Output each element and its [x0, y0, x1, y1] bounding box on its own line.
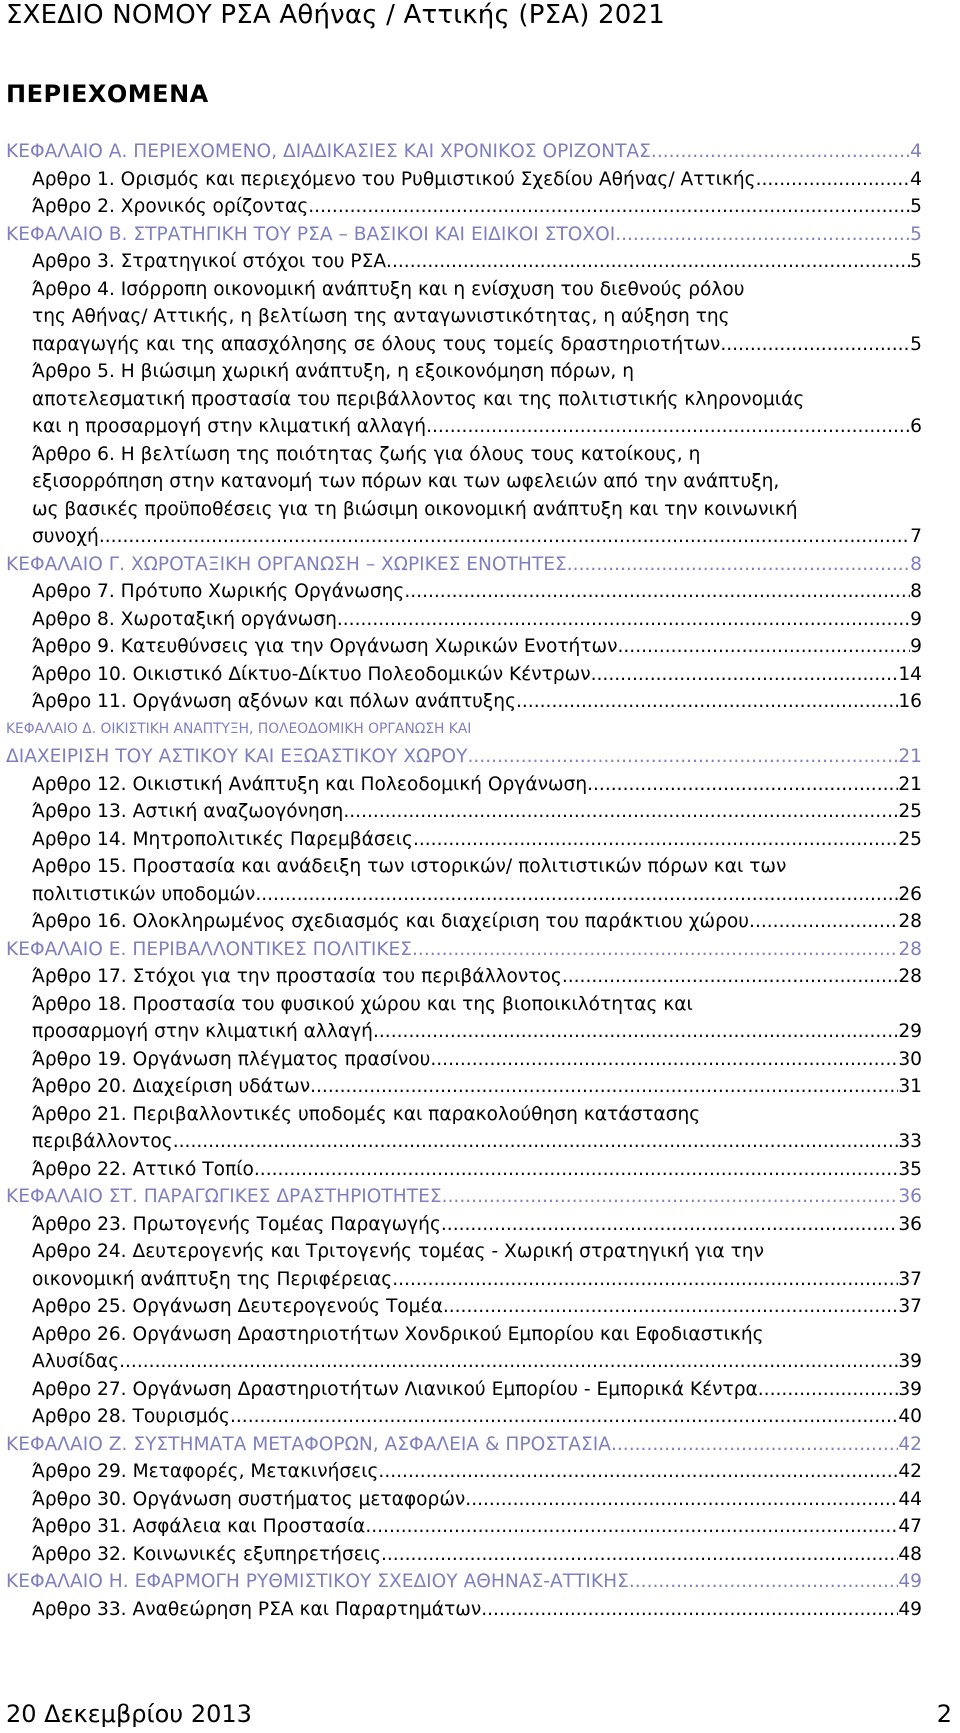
- toc-article-entry[interactable]: [6, 606, 922, 634]
- toc-article-entry[interactable]: [6, 1513, 922, 1541]
- toc-entry-row: [32, 1266, 922, 1294]
- toc-page-number: 5: [910, 223, 922, 245]
- toc-article-entry[interactable]: [6, 908, 922, 936]
- toc-entry-line: αποτελεσματική προστασία του περιβάλλοντος και της πολιτιστικής κληρονομιάς: [32, 388, 805, 410]
- toc-page-number: 21: [898, 746, 922, 767]
- toc-entry-row: [6, 1431, 922, 1459]
- toc-entry-line: Αρθρο 24. Δευτερογενής και Τριτογενής τομέας - Χωρική στρατηγική για την: [32, 1241, 764, 1262]
- toc-dot-leader: [441, 1211, 898, 1239]
- toc-entry-title: ΚΕΦΑΛΑΙΟ ΣΤ. ΠΑΡΑΓΩΓΙΚΕΣ ΔΡΑΣΤΗΡΙΟΤΗΤΕΣ: [6, 1186, 442, 1207]
- toc-dot-leader: [481, 1596, 898, 1624]
- toc-entry-title: Αρθρο 3. Στρατηγικοί στόχοι του ΡΣΑ: [32, 251, 387, 272]
- toc-page-number: 16: [898, 691, 922, 712]
- toc-page-number: 14: [898, 663, 922, 685]
- toc-article-entry[interactable]: [6, 661, 922, 689]
- toc-dot-leader: [465, 1486, 898, 1514]
- toc-chapter-entry[interactable]: [6, 1183, 922, 1211]
- toc-entry-title: οικονομική ανάπτυξη της Περιφέρειας: [32, 1268, 393, 1290]
- toc-entry-row: [32, 578, 922, 606]
- toc-entry-row: [32, 331, 922, 359]
- toc-page-number: 36: [898, 1213, 922, 1235]
- toc-entry-row: [32, 248, 922, 276]
- toc-entry-title: Άρθρο 30. Οργάνωση συστήματος μεταφορών: [32, 1488, 466, 1510]
- toc-article-entry[interactable]: [6, 1101, 922, 1156]
- toc-entry-row: [32, 963, 922, 991]
- toc-article-entry[interactable]: [6, 963, 922, 991]
- toc-entry-row: [32, 1156, 922, 1184]
- toc-chapter-entry[interactable]: [6, 936, 922, 964]
- toc-article-entry[interactable]: [6, 1541, 922, 1569]
- toc-dot-leader: [173, 1128, 899, 1156]
- toc-page-number: 39: [898, 1351, 922, 1372]
- toc-entry-row: [32, 1486, 922, 1514]
- toc-entry-title: Άρθρο 11. Οργάνωση αξόνων και πόλων ανάπτυξης: [32, 691, 516, 712]
- toc-entry-line: Αρθρο 15. Προστασία και ανάδειξη των ιστορικών/ πολιτιστικών πόρων και των: [32, 856, 787, 877]
- toc-article-entry[interactable]: [6, 441, 922, 551]
- toc-dot-leader: [343, 798, 898, 826]
- toc-dot-leader: [442, 1183, 899, 1211]
- toc-dot-leader: [749, 908, 898, 936]
- toc-article-entry[interactable]: [6, 1073, 922, 1101]
- toc-entry-row: [32, 633, 922, 661]
- toc-page-number: 8: [910, 581, 922, 602]
- toc-page-number: 31: [898, 1076, 922, 1097]
- toc-dot-leader: [430, 1046, 898, 1074]
- toc-dot-leader: [365, 1513, 898, 1541]
- toc-entry-line: ως βασικές προϋποθέσεις για τη βιώσιμη οικονομική ανάπτυξη και την κοινωνική: [32, 498, 798, 520]
- toc-article-entry[interactable]: [6, 166, 922, 194]
- toc-entry-title: Άρθρο 23. Πρωτογενής Τομέας Παραγωγής: [32, 1213, 441, 1235]
- toc-dot-leader: [230, 1403, 898, 1431]
- toc-entry-line: της Αθήνας/ Αττικής, η βελτίωση της ανταγωνιστικότητας, η αύξηση της: [32, 306, 730, 327]
- toc-dot-leader: [443, 1293, 899, 1321]
- toc-page-number: 6: [910, 416, 922, 437]
- toc-dot-leader: [392, 1266, 898, 1294]
- toc-page-number: 21: [898, 773, 922, 795]
- toc-dot-leader: [337, 606, 910, 634]
- toc-dot-leader: [378, 1458, 898, 1486]
- toc-chapter-entry[interactable]: [6, 1568, 922, 1596]
- toc-entry-row: [32, 826, 922, 854]
- toc-entry-title: ΚΕΦΑΛΑΙΟ Α. ΠΕΡΙΕΧΟΜΕΝΟ, ΔΙΑΔΙΚΑΣΙΕΣ ΚΑΙ ΧΡΟΝΙΚΟΣ ΟΡΙΖΟΝΤΑΣ: [6, 141, 651, 162]
- toc-entry-title: Αρθρο 8. Χωροταξική οργάνωση: [32, 608, 337, 630]
- toc-entry-row: [32, 1348, 922, 1376]
- toc-dot-leader: [617, 633, 910, 661]
- toc-page-number: 25: [898, 828, 922, 850]
- toc-dot-leader: [758, 1376, 899, 1404]
- toc-dot-leader: [255, 881, 898, 909]
- toc-entry-title: Άρθρο 17. Στόχοι για την προστασία του περιβάλλοντος: [32, 966, 562, 987]
- toc-page-number: 37: [898, 1268, 922, 1290]
- toc-article-entry[interactable]: [6, 578, 922, 606]
- toc-entry-title: Άρθρο 10. Οικιστικό Δίκτυο-Δίκτυο Πολεοδομικών Κέντρων: [32, 663, 591, 685]
- toc-dot-leader: [254, 1156, 898, 1184]
- toc-entry-row: [32, 908, 922, 936]
- toc-dot-leader: [404, 578, 910, 606]
- toc-article-entry[interactable]: [6, 688, 922, 716]
- toc-page-number: 5: [910, 251, 922, 272]
- toc-page-number: 30: [898, 1048, 922, 1070]
- toc-entry-row: [32, 771, 922, 799]
- toc-entry-title: Άρθρο 31. Ασφάλεια και Προστασία: [32, 1516, 366, 1537]
- toc-dot-leader: [567, 551, 910, 579]
- toc-heading: ΠΕΡΙΕΧΟΜΕΝΑ: [6, 80, 209, 108]
- toc-page-number: 28: [898, 966, 922, 987]
- toc-page-number: 37: [898, 1296, 922, 1317]
- toc-entry-row: [32, 606, 922, 634]
- toc-article-entry[interactable]: [6, 358, 922, 441]
- toc-dot-leader: [629, 1568, 898, 1596]
- toc-dot-leader: [432, 413, 910, 441]
- toc-article-entry[interactable]: [6, 1211, 922, 1239]
- toc-article-entry[interactable]: [6, 1596, 922, 1624]
- toc-entry-row: [32, 1541, 922, 1569]
- toc-page-number: 48: [898, 1543, 922, 1565]
- toc-entry-title: ΚΕΦΑΛΑΙΟ Ε. ΠΕΡΙΒΑΛΛΟΝΤΙΚΕΣ ΠΟΛΙΤΙΚΕΣ: [6, 938, 413, 960]
- toc-entry-title: Αρθρο 1. Ορισμός και περιεχόμενο του Ρυθμιστικού Σχεδίου Αθήνας/ Αττικής: [32, 168, 756, 190]
- toc-page-number: 8: [910, 553, 922, 575]
- toc-entry-title: Αρθρο 12. Οικιστική Ανάπτυξη και Πολεοδομική Οργάνωση: [32, 773, 588, 795]
- toc-entry-title: Αρθρο 25. Οργάνωση Δευτερογενούς Τομέα: [32, 1296, 443, 1317]
- toc-entry-line: Άρθρο 6. Η βελτίωση της ποιότητας ζωής για όλους τους κατοίκους, η: [32, 443, 701, 465]
- footer-page-number: 2: [936, 1700, 952, 1728]
- toc-page-number: 4: [910, 168, 922, 190]
- toc-article-entry[interactable]: [6, 826, 922, 854]
- toc-page-number: 9: [910, 636, 922, 657]
- toc-article-entry[interactable]: [6, 991, 922, 1046]
- toc-dot-leader: [615, 221, 910, 249]
- toc-page-number: 49: [898, 1571, 922, 1592]
- toc-entry-row: [32, 1376, 922, 1404]
- toc-page-number: 28: [898, 911, 922, 932]
- toc-article-entry[interactable]: [6, 633, 922, 661]
- toc-entry-row: [6, 1568, 922, 1596]
- footer-date: 20 Δεκεμβρίου 2013: [6, 1700, 252, 1728]
- toc-entry-title: Άρθρο 9. Κατευθύνσεις για την Οργάνωση Χωρικών Ενοτήτων: [32, 636, 618, 657]
- toc-entry-row: [32, 413, 922, 441]
- toc-entry-row: [6, 551, 922, 579]
- toc-page-number: 36: [898, 1186, 922, 1207]
- toc-article-entry[interactable]: [6, 1403, 922, 1431]
- toc-entry-row: [32, 166, 922, 194]
- toc-dot-leader: [516, 688, 898, 716]
- toc-entry-row: [32, 1211, 922, 1239]
- toc-article-entry[interactable]: [6, 1238, 922, 1293]
- toc-entry-title: ΚΕΦΑΛΑΙΟ Β. ΣΤΡΑΤΗΓΙΚΗ ΤΟΥ ΡΣΑ – ΒΑΣΙΚΟΙ ΚΑΙ ΕΙΔΙΚΟΙ ΣΤΟΧΟΙ: [6, 223, 616, 245]
- toc-dot-leader: [756, 166, 911, 194]
- toc-article-entry[interactable]: [6, 798, 922, 826]
- toc-entry-row: [32, 881, 922, 909]
- toc-dot-leader: [119, 1348, 898, 1376]
- toc-page-number: 40: [898, 1406, 922, 1427]
- toc-dot-leader: [381, 1541, 898, 1569]
- toc-entry-title: Άρθρο 13. Αστική αναζωογόνηση: [32, 801, 344, 822]
- toc-entry-line: Άρθρο 4. Ισόρροπη οικονομική ανάπτυξη και η ενίσχυση του διεθνούς ρόλου: [32, 278, 745, 300]
- toc-entry-title: Αλυσίδας: [32, 1351, 120, 1372]
- toc-page-number: 7: [910, 526, 922, 547]
- toc-page-number: 44: [898, 1488, 922, 1510]
- toc-entry-line: Άρθρο 21. Περιβαλλοντικές υποδομές και παρακολούθηση κατάστασης: [32, 1103, 701, 1125]
- toc-article-entry[interactable]: [6, 771, 922, 799]
- document-header-title: ΣΧΕΔΙΟ ΝΟΜΟΥ ΡΣΑ Αθήνας / Αττικής (ΡΣΑ) 2021: [6, 0, 665, 30]
- toc-article-entry[interactable]: [6, 1486, 922, 1514]
- toc-entry-title: ΚΕΦΑΛΑΙΟ Γ. ΧΩΡΟΤΑΞΙΚΗ ΟΡΓΑΝΩΣΗ – ΧΩΡΙΚΕΣ ΕΝΟΤΗΤΕΣ: [6, 553, 567, 575]
- toc-entry-row: [6, 1183, 922, 1211]
- toc-entry-row: [6, 743, 922, 771]
- toc-page-number: 4: [910, 141, 922, 162]
- toc-entry-row: [32, 1596, 922, 1624]
- toc-entry-title: Άρθρο 32. Κοινωνικές εξυπηρετήσεις: [32, 1543, 381, 1565]
- toc-chapter-entry[interactable]: [6, 1431, 922, 1459]
- toc-dot-leader: [587, 771, 898, 799]
- toc-entry-row: [32, 1293, 922, 1321]
- toc-entry-title: Άρθρο 29. Μεταφορές, Μετακινήσεις: [32, 1461, 379, 1482]
- toc-page-number: 49: [898, 1598, 922, 1620]
- toc-dot-leader: [308, 193, 910, 221]
- toc-article-entry[interactable]: [6, 1376, 922, 1404]
- toc-page-number: 26: [898, 883, 922, 905]
- toc-dot-leader: [467, 743, 898, 771]
- toc-dot-leader: [105, 523, 910, 551]
- toc-page-number: 39: [898, 1378, 922, 1400]
- toc-entry-title: συνοχή.: [32, 526, 105, 547]
- toc-page-number: 25: [898, 801, 922, 822]
- toc-entry-row: [32, 1403, 922, 1431]
- toc-entry-title: Αρθρο 28. Τουρισμός: [32, 1406, 230, 1427]
- toc-dot-leader: [310, 1073, 898, 1101]
- toc-entry-title: Αρθρο 27. Οργάνωση Δραστηριοτήτων Λιανικού Εμπορίου - Εμπορικά Κέντρα: [32, 1378, 758, 1400]
- toc-entry-title: και η προσαρμογή στην κλιματική αλλαγή.: [32, 416, 432, 437]
- toc-page-number: 28: [898, 938, 922, 960]
- toc-article-entry[interactable]: [6, 1046, 922, 1074]
- toc-entry-title: ΚΕΦΑΛΑΙΟ Ζ. ΣΥΣΤΗΜΑΤΑ ΜΕΤΑΦΟΡΩΝ, ΑΣΦΑΛΕΙΑ & ΠΡΟΣΤΑΣΙΑ: [6, 1433, 611, 1455]
- toc-article-entry[interactable]: [6, 1293, 922, 1321]
- toc-entry-title: Άρθρο 19. Οργάνωση πλέγματος πρασίνου: [32, 1048, 431, 1070]
- toc-dot-leader: [412, 936, 898, 964]
- toc-dot-leader: [611, 1431, 898, 1459]
- toc-entry-line: εξισορρόπηση στην κατανομή των πόρων και των ωφελειών από την ανάπτυξη,: [32, 471, 780, 492]
- toc-entry-line: Άρθρο 18. Προστασία του φυσικού χώρου και της βιοποικιλότητας και: [32, 993, 693, 1015]
- toc-page-number: 47: [898, 1516, 922, 1537]
- toc-entry-row: [32, 661, 922, 689]
- toc-chapter-entry[interactable]: [6, 716, 922, 771]
- toc-entry-row: [32, 1046, 922, 1074]
- toc-entry-row: [32, 1018, 922, 1046]
- toc-page-number: 42: [898, 1433, 922, 1455]
- toc-article-entry[interactable]: [6, 276, 922, 359]
- toc-entry-title: Αρθρο 14. Μητροπολιτικές Παρεμβάσεις: [32, 828, 413, 850]
- toc-entry-row: [32, 688, 922, 716]
- toc-entry-title: παραγωγής και της απασχόλησης σε όλους τους τομείς δραστηριοτήτων: [32, 333, 721, 355]
- toc-article-entry[interactable]: [6, 1458, 922, 1486]
- table-of-contents: [6, 138, 922, 1623]
- toc-page-number: 5: [910, 333, 922, 355]
- toc-entry-row: [32, 1458, 922, 1486]
- toc-dot-leader: [651, 138, 910, 166]
- toc-page-number: 42: [898, 1461, 922, 1482]
- toc-entry-row: [6, 936, 922, 964]
- toc-chapter-entry[interactable]: [6, 138, 922, 166]
- toc-entry-line: Άρθρο 5. Η βιώσιμη χωρική ανάπτυξη, η εξοικονόμηση πόρων, η: [32, 361, 634, 382]
- toc-entry-title: περιβάλλοντος: [32, 1131, 173, 1152]
- toc-entry-title: πολιτιστικών υποδομών: [32, 883, 256, 905]
- toc-article-entry[interactable]: [6, 853, 922, 908]
- toc-entry-line: Αρθρο 26. Οργάνωση Δραστηριοτήτων Χονδρικού Εμπορίου και Εφοδιαστικής: [32, 1323, 764, 1345]
- toc-page-number: 35: [898, 1158, 922, 1180]
- toc-dot-leader: [720, 331, 910, 359]
- toc-dot-leader: [413, 826, 898, 854]
- toc-page-number: 5: [910, 196, 922, 217]
- toc-entry-title: Άρθρο 16. Ολοκληρωμένος σχεδιασμός και διαχείριση του παράκτιου χώρου: [32, 911, 750, 932]
- toc-entry-row: [32, 1073, 922, 1101]
- toc-entry-row: [32, 1128, 922, 1156]
- toc-entry-title: Άρθρο 22. Αττικό Τοπίο: [32, 1158, 254, 1180]
- toc-entry-title: Άρθρο 20. Διαχείριση υδάτων: [32, 1076, 311, 1097]
- toc-entry-row: [32, 523, 922, 551]
- toc-article-entry[interactable]: [6, 248, 922, 276]
- toc-entry-title: Άρθρο 2. Χρονικός ορίζοντας: [32, 196, 309, 217]
- toc-entry-row: [6, 221, 922, 249]
- toc-dot-leader: [562, 963, 899, 991]
- toc-dot-leader: [373, 1018, 898, 1046]
- toc-article-entry[interactable]: [6, 1156, 922, 1184]
- toc-dot-leader: [591, 661, 899, 689]
- toc-chapter-entry[interactable]: [6, 221, 922, 249]
- toc-page-number: 9: [910, 608, 922, 630]
- toc-entry-row: [32, 1513, 922, 1541]
- toc-entry-title: ΚΕΦΑΛΑΙΟ Η. ΕΦΑΡΜΟΓΗ ΡΥΘΜΙΣΤΙΚΟΥ ΣΧΕΔΙΟΥ ΑΘΗΝΑΣ-ΑΤΤΙΚΗΣ: [6, 1571, 629, 1592]
- toc-entry-title: Αρθρο 7. Πρότυπο Χωρικής Οργάνωσης: [32, 581, 405, 602]
- toc-entry-row: [32, 798, 922, 826]
- toc-entry-row: [6, 138, 922, 166]
- toc-article-entry[interactable]: [6, 1321, 922, 1376]
- toc-entry-title: προσαρμογή στην κλιματική αλλαγή: [32, 1021, 373, 1042]
- toc-entry-row: [32, 193, 922, 221]
- toc-entry-title: Αρθρο 33. Αναθεώρηση ΡΣΑ και Παραρτημάτων: [32, 1598, 482, 1620]
- toc-page-number: 29: [898, 1021, 922, 1042]
- toc-chapter-entry[interactable]: [6, 551, 922, 579]
- toc-page-number: 33: [898, 1131, 922, 1152]
- toc-article-entry[interactable]: [6, 193, 922, 221]
- toc-dot-leader: [386, 248, 910, 276]
- toc-entry-line: ΚΕΦΑΛΑΙΟ Δ. ΟΙΚΙΣΤΙΚΗ ΑΝΑΠΤΥΞΗ, ΠΟΛΕΟΔΟΜΙΚΗ ΟΡΓΑΝΩΣΗ ΚΑΙ: [6, 720, 472, 737]
- toc-entry-title: ΔΙΑΧΕΙΡΙΣΗ ΤΟΥ ΑΣΤΙΚΟΥ ΚΑΙ ΕΞΩΑΣΤΙΚΟΥ ΧΩΡΟΥ: [6, 746, 468, 767]
